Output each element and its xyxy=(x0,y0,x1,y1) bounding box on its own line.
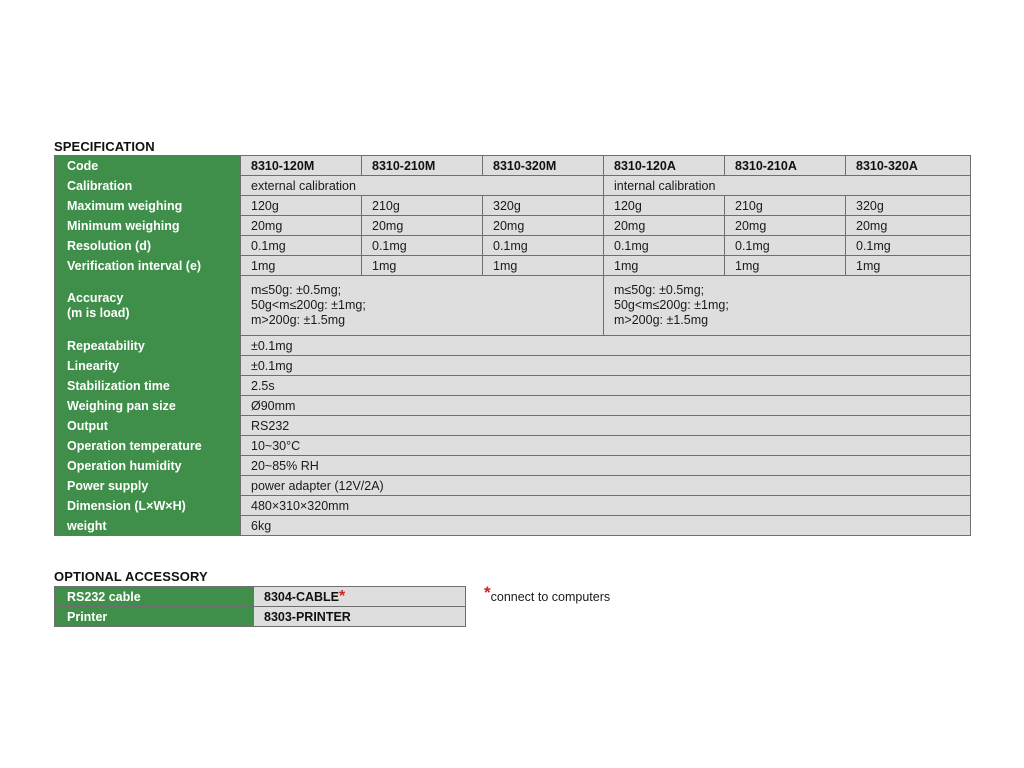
row-label-operation-humidity: Operation humidity xyxy=(55,456,241,476)
value-cell: 20mg xyxy=(846,216,971,236)
value-cell: Ø90mm xyxy=(241,396,971,416)
accuracy-line: m>200g: ±1.5mg xyxy=(614,313,709,327)
row-label-stabilization-time: Stabilization time xyxy=(55,376,241,396)
row-label-accuracy xyxy=(55,276,241,336)
table-row-repeatability xyxy=(55,336,971,356)
table-row-accuracy xyxy=(55,276,971,336)
accessory-footnote xyxy=(484,583,610,604)
accessory-code-cell: 8303-PRINTER xyxy=(254,607,466,627)
value-cell: 0.1mg xyxy=(846,236,971,256)
model-code-cell: 8310-210M xyxy=(362,156,483,176)
value-cell: 1mg xyxy=(725,256,846,276)
table-row-resolution xyxy=(55,236,971,256)
value-cell: 480×310×320mm xyxy=(241,496,971,516)
value-cell: 20mg xyxy=(604,216,725,236)
accessory-table xyxy=(54,586,466,627)
row-label-weight: weight xyxy=(55,516,241,536)
row-label-printer: Printer xyxy=(55,607,254,627)
calibration-m-series-cell: external calibration xyxy=(241,176,604,196)
row-label-max-weighing: Maximum weighing xyxy=(55,196,241,216)
value-cell: ±0.1mg xyxy=(241,336,971,356)
accuracy-line: 50g<m≤200g: ±1mg; xyxy=(614,298,729,312)
table-row-stabilization-time xyxy=(55,376,971,396)
table-row-verification xyxy=(55,256,971,276)
value-cell: power adapter (12V/2A) xyxy=(241,476,971,496)
row-label-output: Output xyxy=(55,416,241,436)
asterisk-icon: * xyxy=(484,583,491,602)
table-row-power-supply xyxy=(55,476,971,496)
value-cell: 20mg xyxy=(725,216,846,236)
value-cell: 1mg xyxy=(604,256,725,276)
optional-accessory-title: OPTIONAL ACCESSORY xyxy=(54,569,208,584)
table-row-code xyxy=(55,156,971,176)
value-cell: 0.1mg xyxy=(483,236,604,256)
accuracy-m-series-cell xyxy=(241,276,604,336)
value-cell: 1mg xyxy=(846,256,971,276)
value-cell: 210g xyxy=(725,196,846,216)
specification-table xyxy=(54,155,971,536)
table-row-linearity xyxy=(55,356,971,376)
value-cell: 2.5s xyxy=(241,376,971,396)
value-cell: 1mg xyxy=(241,256,362,276)
row-label-repeatability: Repeatability xyxy=(55,336,241,356)
value-cell: 1mg xyxy=(483,256,604,276)
accuracy-line: m>200g: ±1.5mg xyxy=(251,313,346,327)
row-label-operation-temperature: Operation temperature xyxy=(55,436,241,456)
row-label-resolution: Resolution (d) xyxy=(55,236,241,256)
value-cell: 0.1mg xyxy=(604,236,725,256)
model-code-cell: 8310-120M xyxy=(241,156,362,176)
row-label-verification: Verification interval (e) xyxy=(55,256,241,276)
accuracy-line: m≤50g: ±0.5mg; xyxy=(614,283,705,297)
value-cell: 0.1mg xyxy=(725,236,846,256)
table-row-calibration xyxy=(55,176,971,196)
model-code-cell: 8310-210A xyxy=(725,156,846,176)
row-label-dimension: Dimension (L×W×H) xyxy=(55,496,241,516)
table-row-weight xyxy=(55,516,971,536)
table-row-printer xyxy=(55,607,466,627)
model-code-cell: 8310-320A xyxy=(846,156,971,176)
model-code-cell: 8310-120A xyxy=(604,156,725,176)
asterisk-icon: * xyxy=(339,587,346,605)
value-cell: 20mg xyxy=(483,216,604,236)
table-row-operation-humidity xyxy=(55,456,971,476)
model-code-cell: 8310-320M xyxy=(483,156,604,176)
row-label-linearity: Linearity xyxy=(55,356,241,376)
accuracy-label-line1: Accuracy xyxy=(67,290,124,305)
table-row-rs232-cable xyxy=(55,587,466,607)
row-label-calibration: Calibration xyxy=(55,176,241,196)
value-cell: 0.1mg xyxy=(362,236,483,256)
row-label-power-supply: Power supply xyxy=(55,476,241,496)
accuracy-label-line2: (m is load) xyxy=(67,305,130,320)
value-cell: 20~85% RH xyxy=(241,456,971,476)
value-cell: 0.1mg xyxy=(241,236,362,256)
value-cell: 320g xyxy=(846,196,971,216)
accessory-code: 8304-CABLE xyxy=(264,589,340,604)
table-row-output xyxy=(55,416,971,436)
table-row-max-weighing xyxy=(55,196,971,216)
value-cell: 20mg xyxy=(241,216,362,236)
row-label-pan-size: Weighing pan size xyxy=(55,396,241,416)
value-cell: 10~30°C xyxy=(241,436,971,456)
value-cell: 210g xyxy=(362,196,483,216)
accuracy-line: 50g<m≤200g: ±1mg; xyxy=(251,298,366,312)
row-label-min-weighing: Minimum weighing xyxy=(55,216,241,236)
footnote-text: connect to computers xyxy=(490,590,611,604)
value-cell: 20mg xyxy=(362,216,483,236)
table-row-pan-size xyxy=(55,396,971,416)
value-cell: RS232 xyxy=(241,416,971,436)
calibration-a-series-cell: internal calibration xyxy=(604,176,971,196)
table-row-operation-temperature xyxy=(55,436,971,456)
value-cell: 320g xyxy=(483,196,604,216)
value-cell: ±0.1mg xyxy=(241,356,971,376)
row-label-code: Code xyxy=(55,156,241,176)
row-label-rs232-cable: RS232 cable xyxy=(55,587,254,607)
accuracy-line: m≤50g: ±0.5mg; xyxy=(251,283,342,297)
value-cell: 6kg xyxy=(241,516,971,536)
value-cell: 120g xyxy=(604,196,725,216)
table-row-min-weighing xyxy=(55,216,971,236)
table-row-dimension xyxy=(55,496,971,516)
accuracy-a-series-cell xyxy=(604,276,971,336)
accessory-code-cell xyxy=(254,587,466,607)
specification-title: SPECIFICATION xyxy=(54,139,155,154)
value-cell: 120g xyxy=(241,196,362,216)
value-cell: 1mg xyxy=(362,256,483,276)
